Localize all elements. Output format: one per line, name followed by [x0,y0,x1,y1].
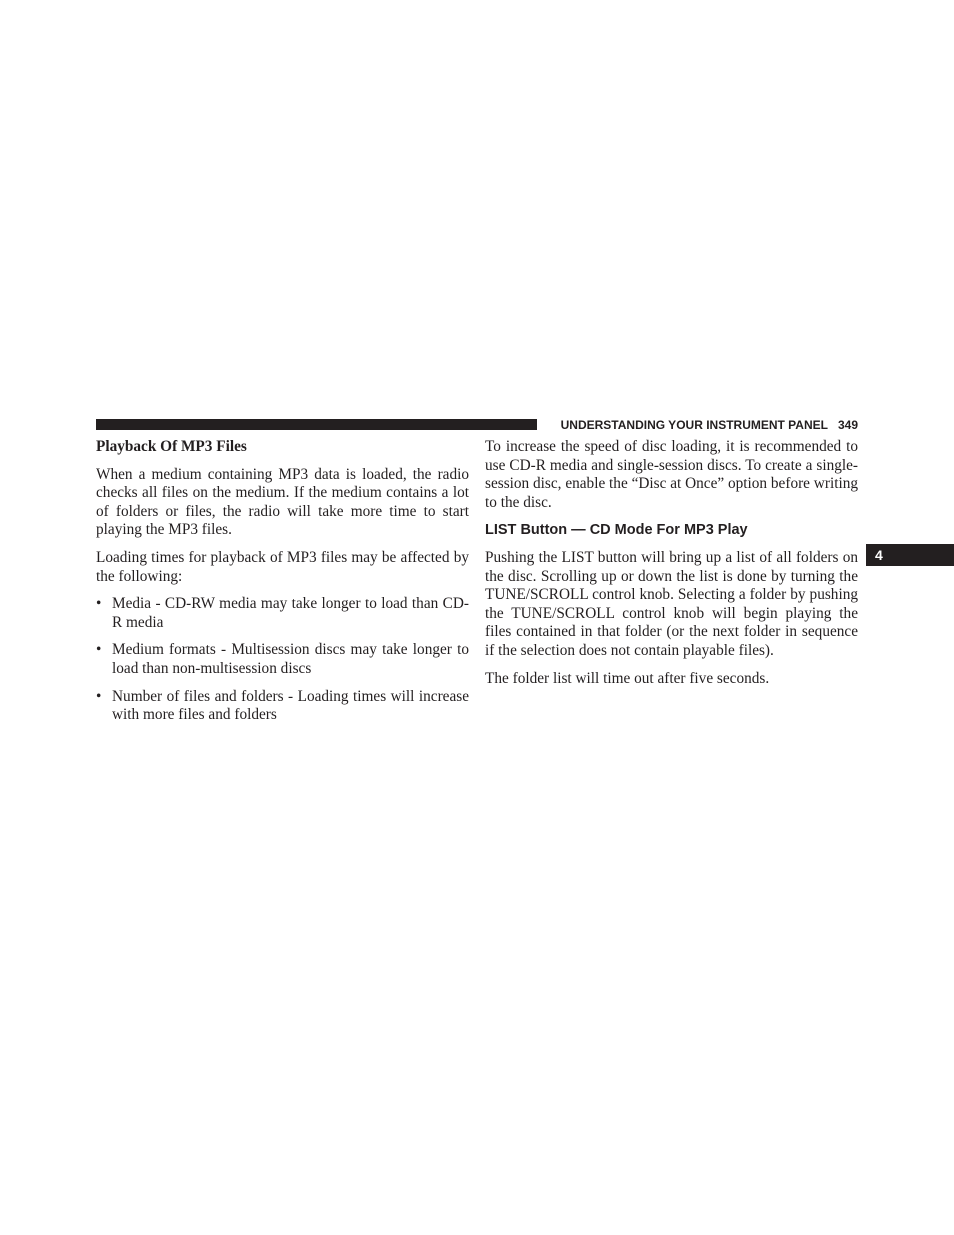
paragraph: To increase the speed of disc loading, it is recommended to use CD-R media and single-session discs. To create a single-session disc, enable the “Disc at Once” option before writing to the disc. [485,438,858,511]
header-rule [96,419,537,430]
list-item-text: Number of files and folders - Loading times will increase with more files and folders [112,687,469,724]
list-item [96,595,469,632]
list-item-text: Medium formats - Multisession discs may take longer to load than non-multisession discs [112,641,469,677]
section-title: UNDERSTANDING YOUR INSTRUMENT PANEL [560,418,828,432]
left-column [96,438,469,734]
right-column [485,438,858,688]
section-heading-list-button: LIST Button — CD Mode For MP3 Play [485,522,748,539]
paragraph: The folder list will time out after five seconds. [485,669,770,687]
chapter-tab [866,544,954,566]
list-item [96,688,469,725]
chapter-number: 4 [875,547,883,563]
bullet-icon: • [96,687,102,705]
bullet-icon: • [96,641,102,659]
page-number: 349 [837,418,858,432]
paragraph: When a medium containing MP3 data is loaded, the radio checks all files on the medium. If the medium contains a lot of folders or files, the radio will take more time to start playing the MP3 files. [96,465,469,539]
bullet-list [96,595,469,725]
bullet-icon: • [96,595,102,613]
running-header [546,417,858,433]
paragraph: Loading times for playback of MP3 files may be affected by the following: [96,548,469,585]
list-item [96,641,469,678]
paragraph: Pushing the LIST button will bring up a list of all folders on the disc. Scrolling up or down the list is done by turning the TUNE/SCROLL control knob. Selecting a folder by pushing the TUNE/SCROLL control knob will begin playing the files contained in that folder (or the next folder in sequence if the selection does not contain playable files). [485,548,858,659]
section-heading-playback: Playback Of MP3 Files [96,438,247,455]
list-item-text: Media - CD-RW media may take longer to load than CD-R media [112,595,469,631]
